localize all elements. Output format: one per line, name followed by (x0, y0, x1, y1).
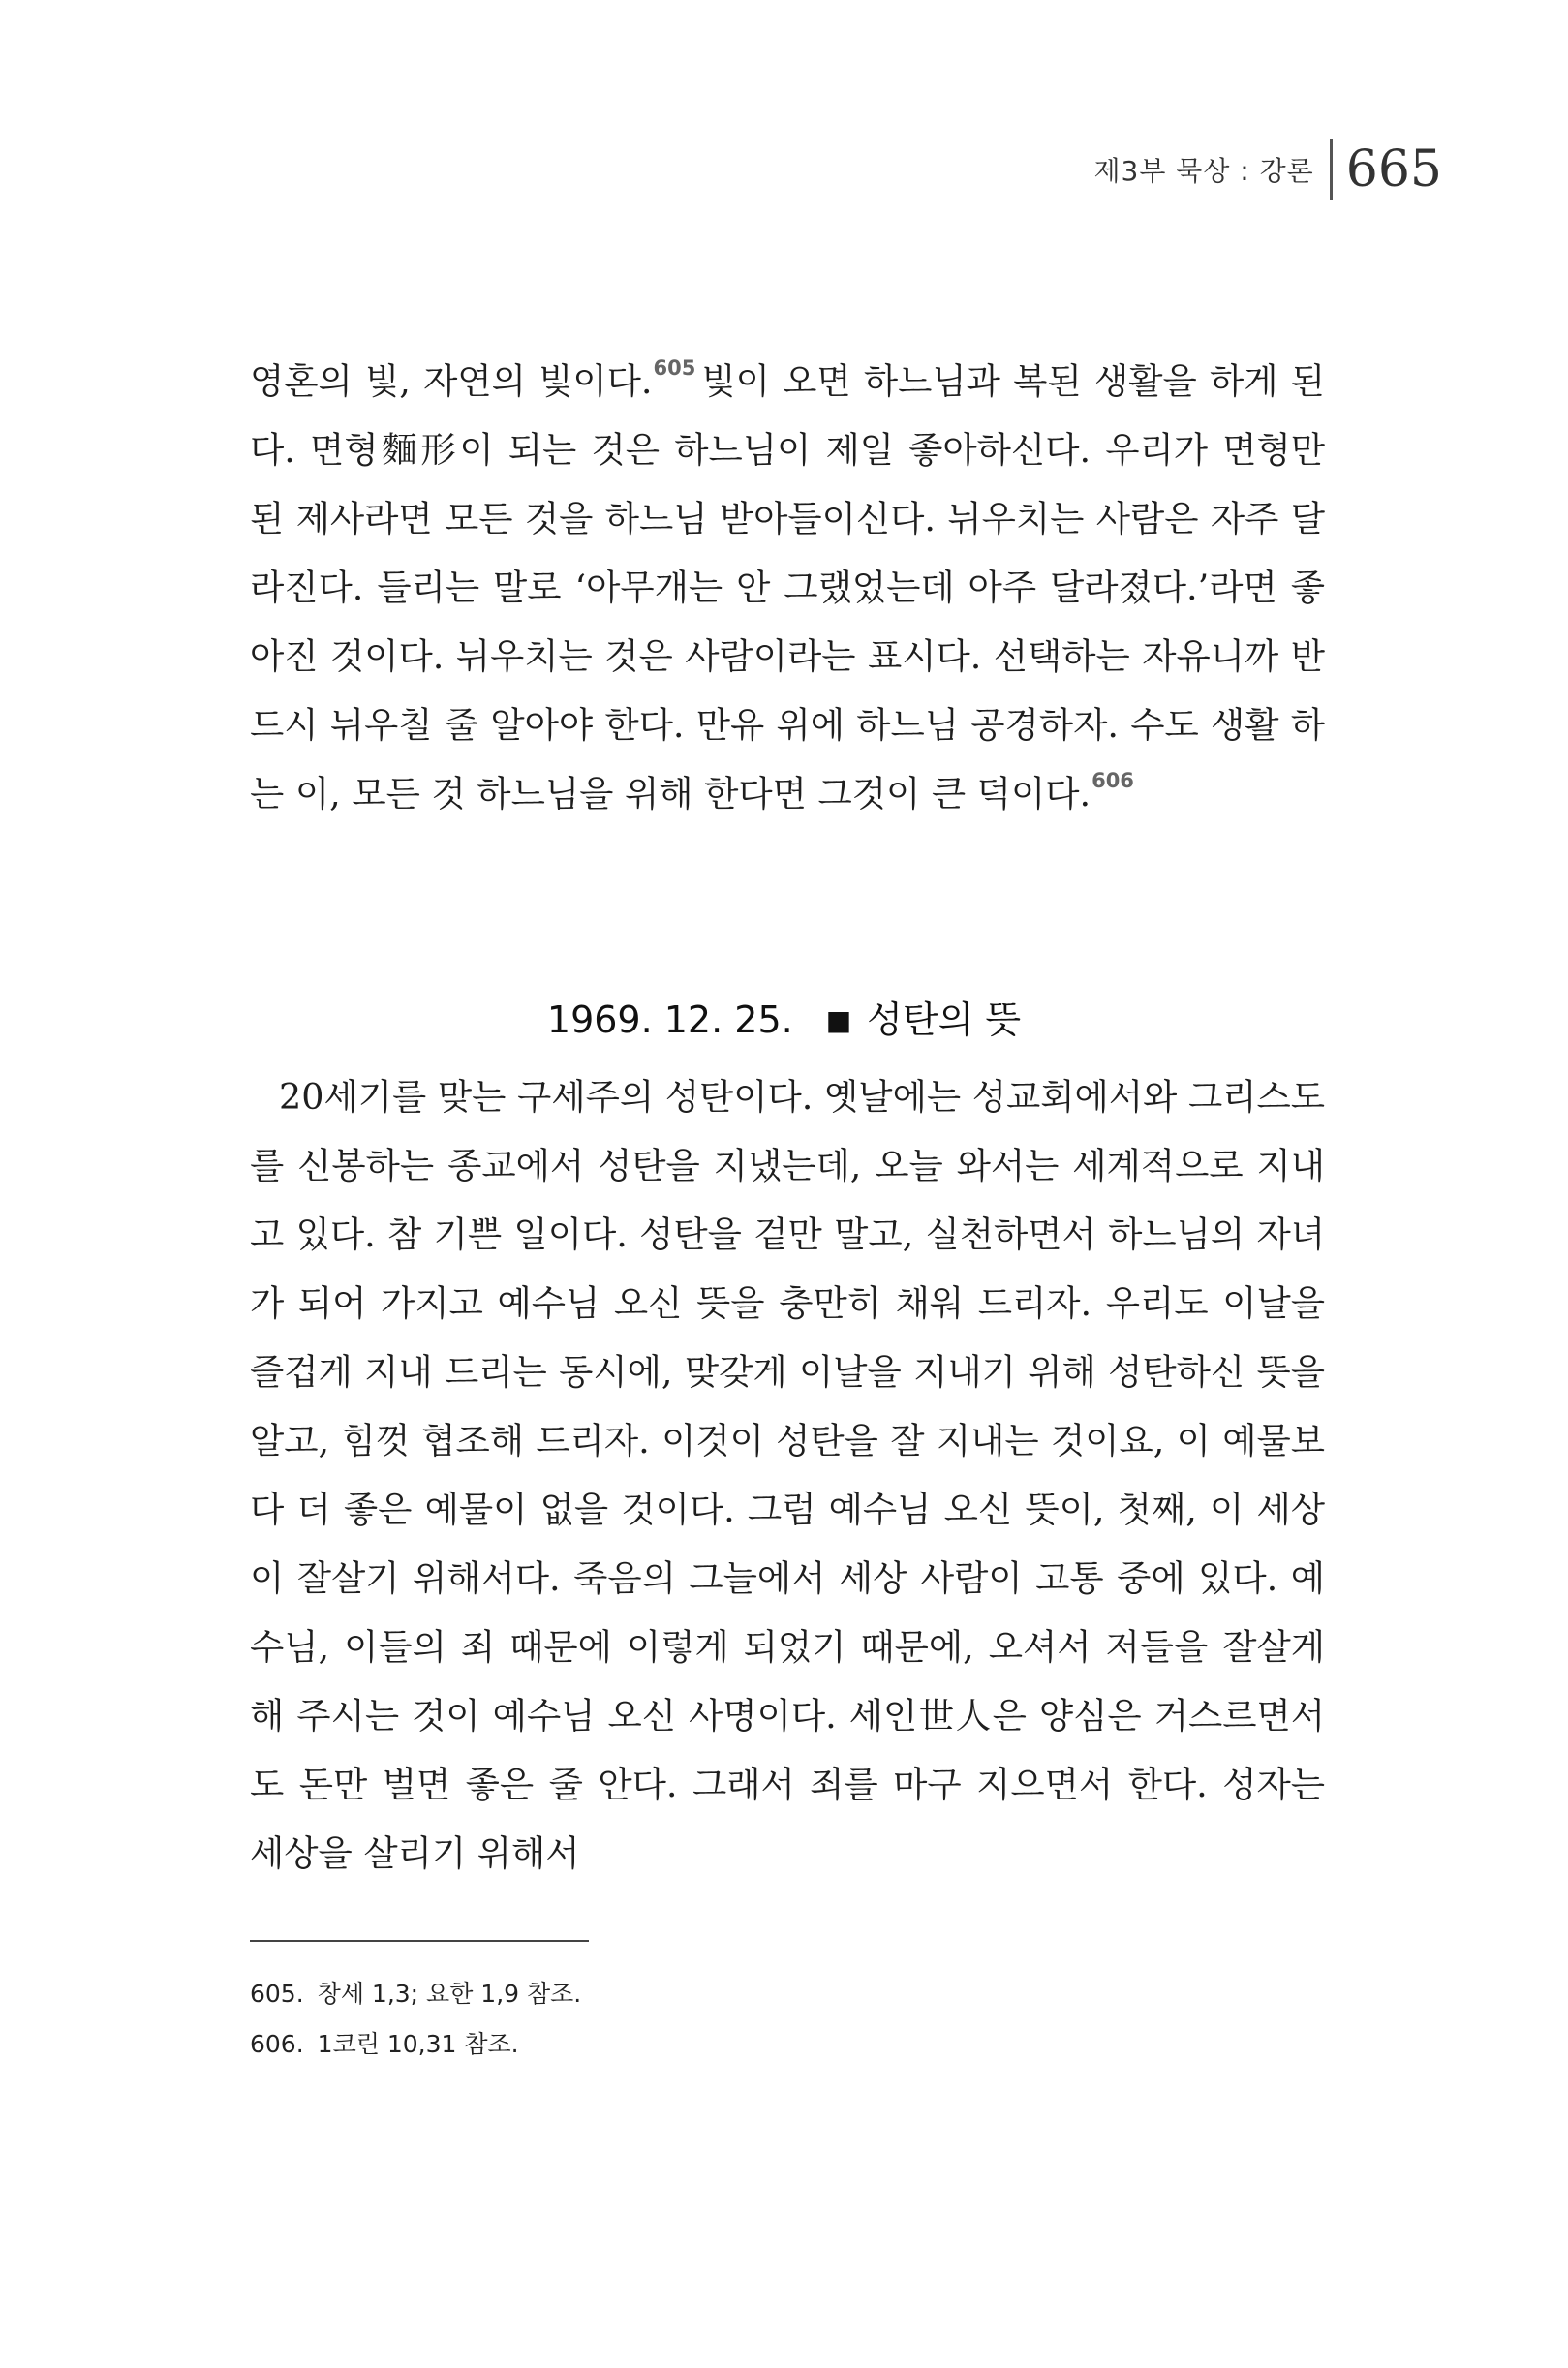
footnote-number: 605. (250, 1980, 304, 2008)
section-title: 제3부 묵상 : 강론 (1093, 155, 1314, 187)
footnote-605 (250, 1969, 581, 2019)
paragraph-1 (250, 347, 1325, 828)
paragraph-2: 20세기를 맞는 구세주의 성탄이다. 옛날에는 성교회에서와 그리스도를 신봉하는 종교에서 성탄을 지냈는데, 오늘 와서는 세계적으로 지내고 있다. 참 기쁜 일이다. 성탄을 겉만 말고, 실천하면서 하느님의 자녀가 되어 가지고 예수님 오신 뜻을 충만히 채워 드리자. 우리도 이날을 즐겁게 지내 드리는 동시에, 맞갖게 이날을 지내기 위해 성탄하신 뜻을 알고, 힘껏 협조해 드리자. 이것이 성탄을 잘 지내는 것이요, 이 예물보다 더 좋은 예물이 없을 것이다. 그럼 예수님 오신 뜻이, 첫째, 이 세상이 잘살기 위해서다. 죽음의 그늘에서 세상 사람이 고통 중에 있다. 예수님, 이들의 죄 때문에 이렇게 되었기 때문에, 오셔서 저들을 잘살게 해 주시는 것이 예수님 오신 사명이다. 세인世人은 양심은 거스르면서도 돈만 벌면 좋은 줄 안다. 그래서 죄를 마구 지으면서 한다. 성자는 세상을 살리기 위해서 (250, 1076, 1325, 1874)
footnote-text: 1코린 10,31 참조. (317, 2030, 519, 2058)
footnote-606 (250, 2019, 581, 2070)
heading-date: 1969. 12. 25. (546, 999, 793, 1041)
footnote-ref-606: 606 (1091, 769, 1134, 793)
footnote-divider (250, 1940, 589, 1942)
heading-title: 성탄의 뜻 (867, 999, 1022, 1041)
footnote-number: 606. (250, 2030, 304, 2058)
paragraph-1-text-b: 빛이 오면 하느님과 복된 생활을 하게 된다. 면형麵形이 되는 것은 하느님이 제일 좋아하신다. 우리가 면형만 된 제사라면 모든 것을 하느님 받아들이신다. 뉘우치는 사람은 자주 달라진다. 들리는 말로 ‘아무개는 안 그랬었는데 아주 달라졌다.’라면 좋아진 것이다. 뉘우치는 것은 사람이라는 표시다. 선택하는 자유니까 반드시 뉘우칠 줄 알아야 한다. 만유 위에 하느님 공경하자. 수도 생활 하는 이, 모든 것 하느님을 위해 한다면 그것이 큰 덕이다. (250, 360, 1325, 815)
header-divider (1330, 139, 1333, 200)
footnote-text: 창세 1,3; 요한 1,9 참조. (317, 1980, 582, 2008)
footnotes (250, 1969, 581, 2070)
square-bullet-icon: ■ (825, 1004, 852, 1036)
running-header (1093, 136, 1442, 203)
footnote-ref-605: 605 (653, 356, 696, 381)
section-heading (0, 991, 1568, 1050)
paragraph-1-text-a: 영혼의 빛, 자연의 빛이다. (250, 360, 653, 402)
page-number: 665 (1345, 140, 1442, 199)
